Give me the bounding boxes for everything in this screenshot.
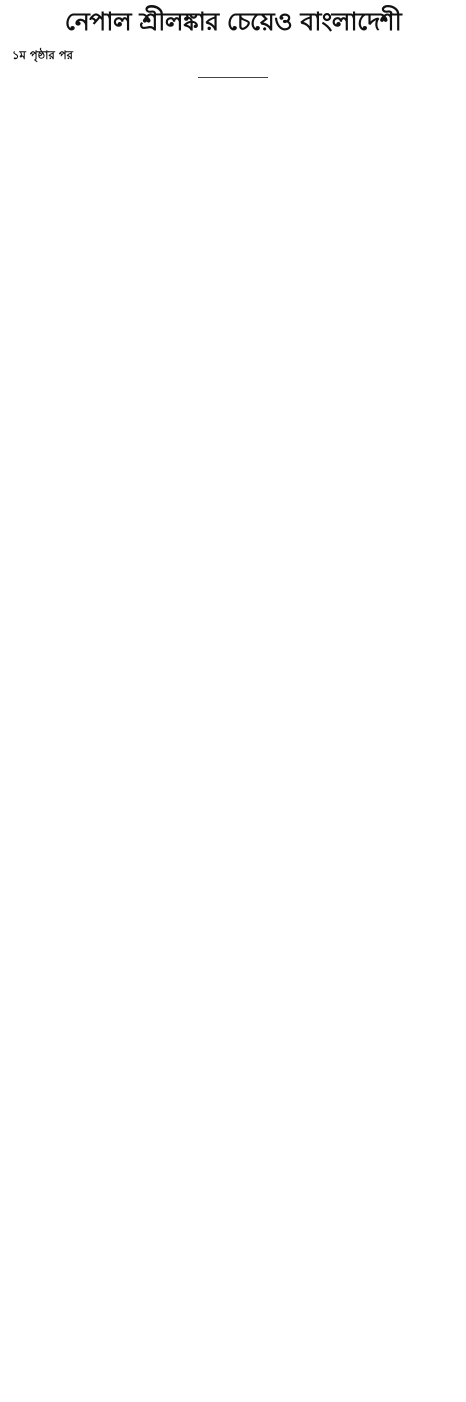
continuation-label: ১ম পৃষ্ঠার পর <box>12 48 73 62</box>
footer-rule <box>198 77 268 78</box>
article-headline: নেপাল শ্রীলঙ্কার চেয়েও বাংলাদেশী <box>64 7 402 36</box>
